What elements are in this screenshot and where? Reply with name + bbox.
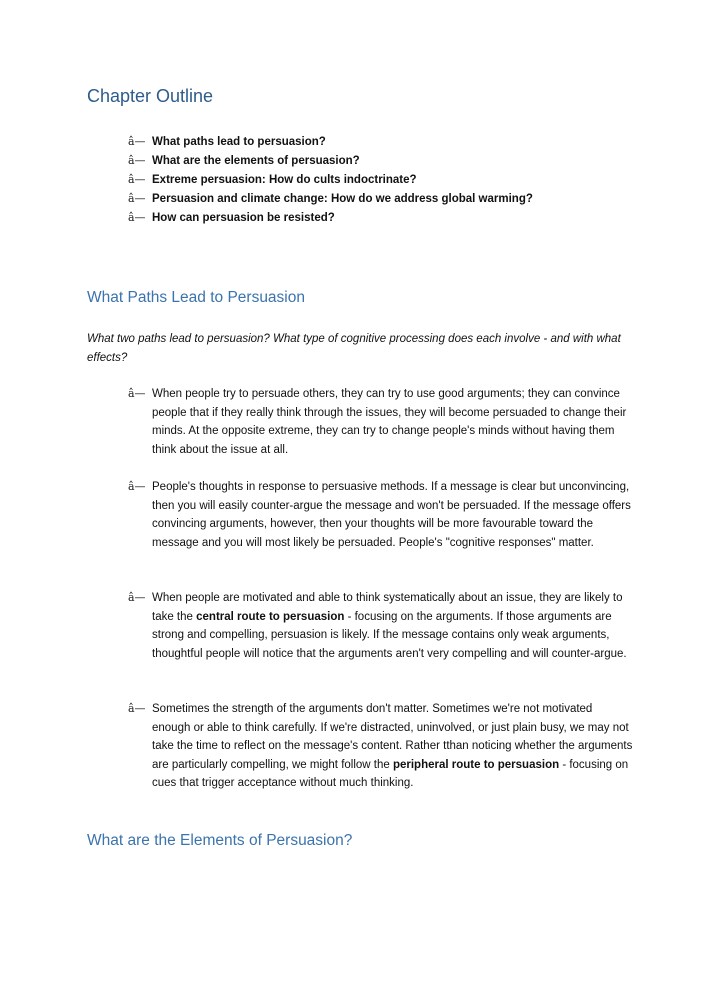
paragraph-3 (128, 589, 633, 663)
chapter-outline-heading: Chapter Outline (87, 86, 214, 106)
outline-item-text: What are the elements of persuasion? (152, 155, 360, 167)
paragraph-text: When people try to persuade others, they can try to use good arguments; they can convince people that if they really think through the issues, they will become persuaded to change their minds. At the opposite extreme, they can try to change people's minds without having them think about the issue at all. (152, 388, 627, 456)
text-run: Sometimes the strength of the arguments don't matter. Sometimes we're not motivated enough or able to think carefully. If we're distracted, uninvolved, or just plain busy, we may not take the time to reflect on the message's content. Rather tthan noticing whether the arguments are particularly compelling, we might follow the (152, 703, 633, 771)
section-heading-elements: What are the Elements of Persuasion? (87, 832, 353, 849)
term-central-route: central route to persuasion (196, 610, 345, 623)
section-heading-paths: What Paths Lead to Persuasion (87, 289, 305, 306)
outline-item (128, 208, 533, 227)
section-intro: What two paths lead to persuasion? What type of cognitive processing does each involve - and with what effects? (87, 333, 621, 364)
paragraph-text (128, 589, 633, 663)
bullet-icon: â— (128, 480, 146, 493)
bullet-icon: â— (128, 702, 146, 715)
bullet-icon: â— (128, 387, 146, 400)
outline-item (128, 132, 533, 151)
paragraph-text: People's thoughts in response to persuasive methods. If a message is clear but unconvincing, then you will easily counter-argue the message and won't be persuaded. If the message offers convincing arguments, however, then your thoughts will be more favourable toward the message and you will most likely be persuaded. People's "cognitive responses" matter. (152, 481, 631, 549)
text-run: - focusing on cues that trigger acceptance without much thinking. (152, 758, 629, 790)
bullet-icon: â— (128, 591, 146, 604)
bullet-icon: â— (128, 211, 146, 224)
outline-item-text: What paths lead to persuasion? (152, 136, 326, 148)
outline-item-text: How can persuasion be resisted? (152, 212, 335, 224)
paragraph-text (128, 700, 633, 793)
outline-item (128, 170, 533, 189)
paragraph-1 (128, 385, 633, 459)
outline-item-text: Extreme persuasion: How do cults indoctrinate? (152, 174, 417, 186)
bullet-icon: â— (128, 173, 146, 186)
outline-item (128, 189, 533, 208)
text-run: When people are motivated and able to think systematically about an issue, they are likely to take the (152, 592, 623, 623)
chapter-outline-list (128, 132, 533, 227)
bullet-icon: â— (128, 192, 146, 205)
bullet-icon: â— (128, 135, 146, 148)
paragraph-2 (128, 478, 633, 552)
bullet-icon: â— (128, 154, 146, 167)
outline-item-text: Persuasion and climate change: How do we address global warming? (152, 193, 533, 205)
outline-item (128, 151, 533, 170)
text-run: - focusing on the arguments. If those arguments are strong and compelling, persuasion is likely. If the message contains only weak arguments, thoughtful people will notice that the arguments aren't very compelling and will counter-argue. (152, 610, 627, 660)
term-peripheral-route: peripheral route to persuasion (392, 758, 560, 771)
paragraph-4 (128, 700, 633, 793)
